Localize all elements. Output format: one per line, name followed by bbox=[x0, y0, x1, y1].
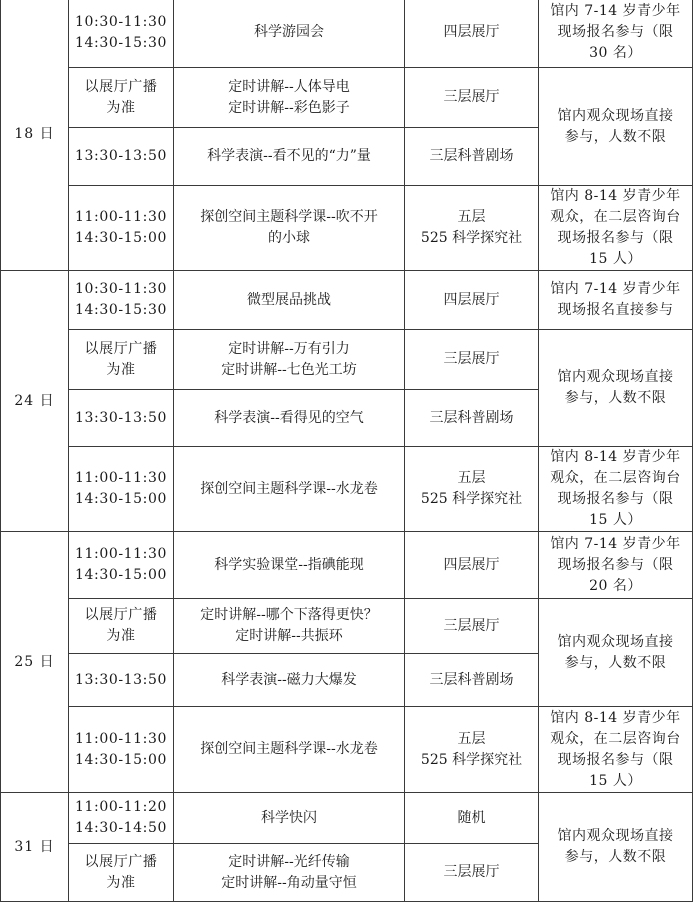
location-cell: 五层 525 科学探究社 bbox=[405, 186, 539, 271]
table-row bbox=[1, 447, 693, 532]
activity-cell: 探创空间主题科学课--水龙卷 bbox=[174, 707, 405, 793]
activity-cell: 定时讲解--光纤传输 定时讲解--角动量守恒 bbox=[174, 844, 405, 902]
note-cell: 馆内观众现场直接 参与，人数不限 bbox=[539, 68, 693, 186]
note-cell: 馆内 8-14 岁青少年 观众，在二层咨询台 现场报名参与（限 15 人） bbox=[539, 707, 693, 793]
time-cell: 11:00-11:30 14:30-15:00 bbox=[69, 707, 174, 793]
time-cell: 以展厅广播 为准 bbox=[69, 844, 174, 902]
table-row bbox=[1, 793, 693, 844]
activity-cell: 定时讲解--哪个下落得更快？ 定时讲解--共振环 bbox=[174, 599, 405, 654]
table-row bbox=[1, 707, 693, 793]
time-cell: 11:00-11:20 14:30-14:50 bbox=[69, 793, 174, 844]
activity-cell: 科学表演--看不见的“力”量 bbox=[174, 128, 405, 186]
time-cell: 10:30-11:30 14:30-15:30 bbox=[69, 271, 174, 330]
time-cell: 13:30-13:50 bbox=[69, 390, 174, 447]
activity-cell: 微型展品挑战 bbox=[174, 271, 405, 330]
table-row bbox=[1, 0, 693, 68]
activity-cell: 探创空间主题科学课--吹不开 的小球 bbox=[174, 186, 405, 271]
time-cell: 11:00-11:30 14:30-15:00 bbox=[69, 186, 174, 271]
table-row bbox=[1, 68, 693, 128]
activity-cell: 定时讲解--人体导电 定时讲解--彩色影子 bbox=[174, 68, 405, 128]
activity-cell: 科学表演--磁力大爆发 bbox=[174, 654, 405, 707]
time-cell: 10:30-11:30 14:30-15:30 bbox=[69, 0, 174, 68]
activity-cell: 科学表演--看得见的空气 bbox=[174, 390, 405, 447]
note-cell: 馆内 8-14 岁青少年 观众，在二层咨询台 现场报名参与（限 15 人） bbox=[539, 447, 693, 532]
activity-cell: 探创空间主题科学课--水龙卷 bbox=[174, 447, 405, 532]
note-cell: 馆内观众现场直接 参与，人数不限 bbox=[539, 330, 693, 447]
time-cell: 以展厅广播 为准 bbox=[69, 599, 174, 654]
table-row bbox=[1, 599, 693, 654]
date-cell: 18 日 bbox=[1, 0, 69, 271]
location-cell: 四层展厅 bbox=[405, 532, 539, 599]
note-cell: 馆内观众现场直接 参与，人数不限 bbox=[539, 793, 693, 902]
location-cell: 三层科普剧场 bbox=[405, 128, 539, 186]
location-cell: 三层展厅 bbox=[405, 68, 539, 128]
note-cell: 馆内 7-14 岁青少年 现场报名参与（限 20 名） bbox=[539, 532, 693, 599]
table-row bbox=[1, 271, 693, 330]
time-cell: 11:00-11:30 14:30-15:00 bbox=[69, 447, 174, 532]
location-cell: 三层展厅 bbox=[405, 330, 539, 390]
note-cell: 馆内 8-14 岁青少年 观众，在二层咨询台 现场报名参与（限 15 人） bbox=[539, 186, 693, 271]
activity-cell: 科学快闪 bbox=[174, 793, 405, 844]
note-cell: 馆内 7-14 岁青少年 现场报名直接参与 bbox=[539, 271, 693, 330]
time-cell: 13:30-13:50 bbox=[69, 128, 174, 186]
note-cell: 馆内观众现场直接 参与，人数不限 bbox=[539, 599, 693, 707]
time-cell: 以展厅广播 为准 bbox=[69, 68, 174, 128]
location-cell: 三层展厅 bbox=[405, 599, 539, 654]
location-cell: 五层 525 科学探究社 bbox=[405, 707, 539, 793]
note-cell: 馆内 7-14 岁青少年 现场报名参与（限 30 名） bbox=[539, 0, 693, 68]
date-cell: 24 日 bbox=[1, 271, 69, 532]
location-cell: 四层展厅 bbox=[405, 271, 539, 330]
location-cell: 三层科普剧场 bbox=[405, 654, 539, 707]
activity-cell: 科学实验课堂--指碘能现 bbox=[174, 532, 405, 599]
location-cell: 五层 525 科学探究社 bbox=[405, 447, 539, 532]
time-cell: 以展厅广播 为准 bbox=[69, 330, 174, 390]
table-row bbox=[1, 532, 693, 599]
table-row bbox=[1, 186, 693, 271]
time-cell: 13:30-13:50 bbox=[69, 654, 174, 707]
table-row bbox=[1, 330, 693, 390]
time-cell: 11:00-11:30 14:30-15:00 bbox=[69, 532, 174, 599]
location-cell: 四层展厅 bbox=[405, 0, 539, 68]
location-cell: 随机 bbox=[405, 793, 539, 844]
date-cell: 31 日 bbox=[1, 793, 69, 902]
location-cell: 三层展厅 bbox=[405, 844, 539, 902]
activity-cell: 定时讲解--万有引力 定时讲解--七色光工坊 bbox=[174, 330, 405, 390]
date-cell: 25 日 bbox=[1, 532, 69, 793]
activity-cell: 科学游园会 bbox=[174, 0, 405, 68]
location-cell: 三层科普剧场 bbox=[405, 390, 539, 447]
